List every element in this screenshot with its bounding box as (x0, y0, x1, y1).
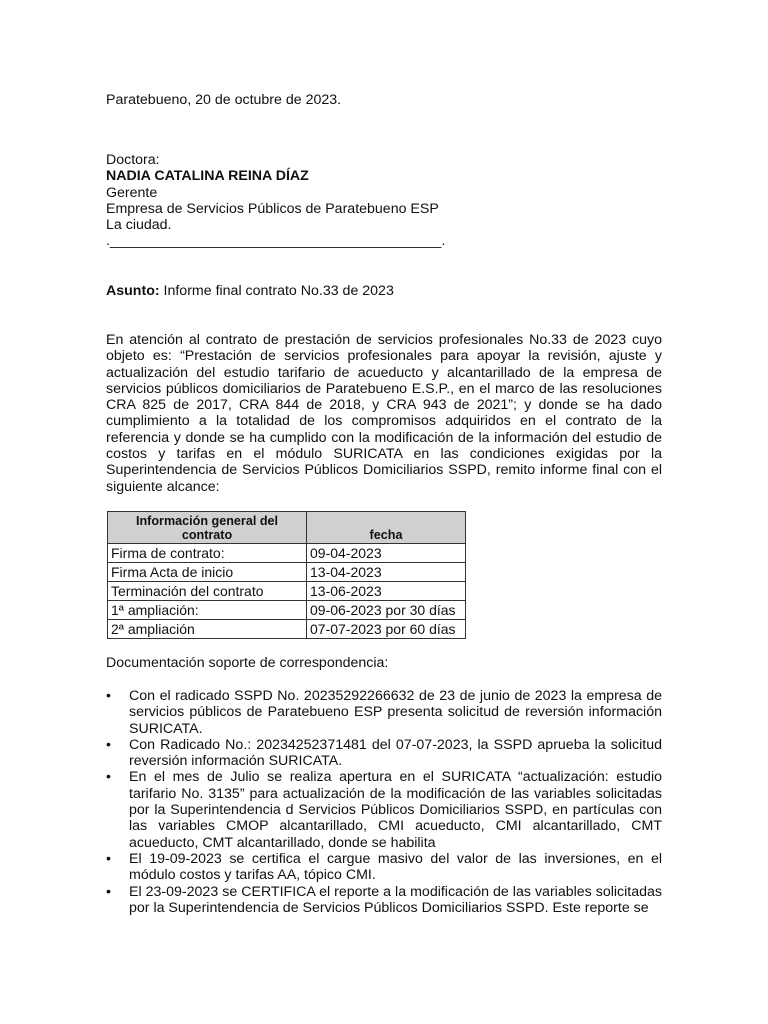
list-item-text: El 23-09-2023 se CERTIFICA el reporte a la modificación de las variables solicitadas por la Superintendencia de Servicios Públicos Domiciliarios SSPD. Este reporte se (129, 883, 662, 916)
table-cell-date: 13-04-2023 (307, 563, 466, 582)
bullet-icon: • (106, 883, 111, 900)
list-item-text: En el mes de Julio se realiza apertura en el SURICATA “actualización: estudio tarifario No. 3135” para actualización de la modificación de las variables solicitadas por la Superintendencia d Servicios Públicos Domiciliarios SSPD, en partículas con las variables CMOP alcantarillado, CMI acueducto, CMI alcantarillado, CMT acueducto, CMT alcantarillado, donde se habilita (129, 769, 662, 851)
subject-text: Informe final contrato No.33 de 2023 (159, 283, 394, 299)
table-cell-date: 09-06-2023 por 30 días (307, 601, 466, 620)
table-cell-label: Firma Acta de inicio (108, 563, 307, 582)
recipient-name: NADIA CATALINA REINA DÍAZ (106, 168, 309, 185)
contract-info-table (107, 511, 466, 639)
salutation: Doctora: (106, 152, 160, 168)
bullet-icon: • (106, 688, 111, 704)
list-item (106, 737, 662, 770)
table-cell-date: 13-06-2023 (307, 582, 466, 601)
table-cell-label: Terminación del contrato (108, 582, 307, 601)
bullet-icon: • (106, 769, 111, 786)
table-header-row (108, 512, 466, 544)
date-line: Paratebueno, 20 de octubre de 2023. (106, 92, 342, 108)
list-item-text: El 19-09-2023 se certifica el cargue masivo del valor de las inversiones, en el módulo costos y tarifas AA, tópico CMI. (129, 850, 662, 884)
table-cell-label: Firma de contrato: (108, 544, 307, 563)
list-item-text: Con Radicado No.: 20234252371481 del 07-07-2023, la SSPD aprueba la solicitud reversión información SURICATA. (129, 736, 662, 770)
recipient-city: La ciudad. (106, 217, 172, 234)
list-item (106, 851, 662, 884)
list-item-text: Con el radicado SSPD No. 20235292266632 de 23 de junio de 2023 la empresa de servicios públicos de Paratebueno ESP presenta solicitud de reversión información SURICATA. (129, 688, 662, 737)
list-item (106, 769, 662, 850)
recipient-company: Empresa de Servicios Públicos de Paratebueno ESP (106, 200, 439, 217)
subject-label: Asunto: (106, 283, 160, 299)
list-item (106, 688, 662, 737)
recipient-block (106, 152, 445, 250)
table-row (108, 601, 466, 620)
table-row (108, 620, 466, 639)
table-row (108, 544, 466, 563)
support-docs-list (106, 688, 662, 916)
recipient-position: Gerente (106, 184, 158, 201)
docs-heading: Documentación soporte de correspondencia: (106, 655, 389, 671)
table-cell-date: 07-07-2023 por 60 días (307, 620, 466, 639)
table-header-cell: Información general del contrato (108, 512, 307, 544)
intro-paragraph: En atención al contrato de prestación de servicios profesionales No.33 de 2023 cuyo objeto es: “Prestación de servicios profesionales para apoyar la revisión, ajuste y actualización del estudio tarifario de acueducto y alcantarillado de la empresa de servicios públicos domiciliarios de Paratebueno E.S.P., en el marco de las resoluciones CRA 825 de 2017, CRA 844 de 2018, y CRA 943 de 2021”; y donde se ha dado cumplimiento a la totalidad de los compromisos adquiridos en el contrato de la referencia y donde se ha cumplido con la modificación de la información del estudio de costos y tarifas en el módulo SURICATA en las condiciones exigidas por la Superintendencia de Servicios Públicos Domiciliarios SSPD, remito informe final con el siguiente alcance: (106, 332, 662, 495)
address-rule: .__________________________________________. (106, 233, 446, 250)
bullet-icon: • (106, 736, 111, 753)
table-row (108, 582, 466, 601)
subject-line (106, 283, 394, 299)
table-row (108, 563, 466, 582)
list-item (106, 884, 662, 917)
bullet-icon: • (106, 850, 111, 867)
table-cell-date: 09-04-2023 (307, 544, 466, 563)
table-cell-label: 1ª ampliación: (108, 601, 307, 620)
table-header-cell: fecha (307, 512, 466, 544)
table-cell-label: 2ª ampliación (108, 620, 307, 639)
